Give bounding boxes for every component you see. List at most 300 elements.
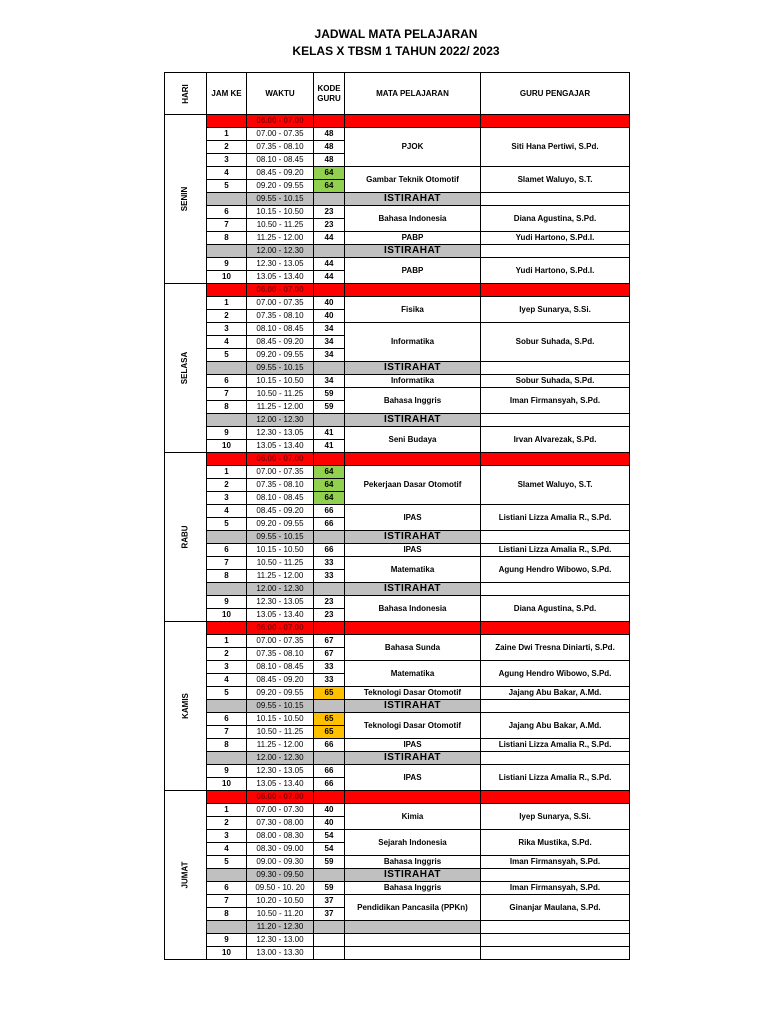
kode-guru-cell: 64 — [314, 180, 345, 193]
table-row — [165, 284, 630, 297]
kode-guru-cell: 41 — [314, 440, 345, 453]
waktu-cell: 06.00 - 07.00 — [247, 115, 314, 128]
jam-ke-cell: 2 — [207, 648, 247, 661]
waktu-cell: 13.05 - 13.40 — [247, 609, 314, 622]
waktu-cell: 10.15 - 10.50 — [247, 375, 314, 388]
guru-pengajar-cell — [481, 934, 630, 947]
guru-pengajar-cell: Ginanjar Maulana, S.Pd. — [481, 895, 630, 921]
jam-ke-cell: 3 — [207, 154, 247, 167]
kode-guru-cell — [314, 869, 345, 882]
waktu-cell: 11.25 - 12.00 — [247, 570, 314, 583]
kode-guru-cell: 64 — [314, 492, 345, 505]
jam-ke-cell: 4 — [207, 843, 247, 856]
waktu-cell: 08.10 - 08.45 — [247, 154, 314, 167]
day-label: KAMIS — [165, 622, 207, 791]
jam-ke-cell: 1 — [207, 804, 247, 817]
waktu-cell: 11.20 - 12.30 — [247, 921, 314, 934]
table-row — [165, 167, 630, 180]
waktu-cell: 10.20 - 10.50 — [247, 895, 314, 908]
table-row — [165, 830, 630, 843]
guru-pengajar-cell: Sobur Suhada, S.Pd. — [481, 375, 630, 388]
mata-pelajaran-cell — [345, 622, 481, 635]
jam-ke-cell — [207, 453, 247, 466]
kode-guru-cell: 34 — [314, 323, 345, 336]
waktu-cell: 12.00 - 12.30 — [247, 752, 314, 765]
mata-pelajaran-cell: IPAS — [345, 544, 481, 557]
jam-ke-cell: 5 — [207, 518, 247, 531]
waktu-cell: 06.00 - 07.00 — [247, 453, 314, 466]
table-row — [165, 414, 630, 427]
kode-guru-cell: 59 — [314, 882, 345, 895]
istirahat-label: ISTIRAHAT — [345, 193, 481, 206]
jam-ke-cell: 3 — [207, 661, 247, 674]
header-waktu: WAKTU — [247, 73, 314, 115]
jam-ke-cell — [207, 414, 247, 427]
istirahat-label: ISTIRAHAT — [345, 414, 481, 427]
kode-guru-cell: 65 — [314, 687, 345, 700]
mata-pelajaran-cell: Kimia — [345, 804, 481, 830]
table-row — [165, 765, 630, 778]
jam-ke-cell — [207, 752, 247, 765]
waktu-cell: 09.20 - 09.55 — [247, 180, 314, 193]
kode-guru-cell — [314, 531, 345, 544]
table-row — [165, 375, 630, 388]
kode-guru-cell — [314, 934, 345, 947]
schedule-table — [164, 72, 630, 960]
waktu-cell: 13.00 - 13.30 — [247, 947, 314, 960]
jam-ke-cell: 3 — [207, 492, 247, 505]
jam-ke-cell: 7 — [207, 557, 247, 570]
kode-guru-cell: 44 — [314, 232, 345, 245]
jam-ke-cell: 8 — [207, 739, 247, 752]
table-row — [165, 713, 630, 726]
kode-guru-cell: 41 — [314, 427, 345, 440]
mata-pelajaran-cell: Pendidikan Pancasila (PPKn) — [345, 895, 481, 921]
guru-pengajar-cell — [481, 362, 630, 375]
table-row — [165, 544, 630, 557]
jam-ke-cell: 1 — [207, 635, 247, 648]
mata-pelajaran-cell: Sejarah Indonesia — [345, 830, 481, 856]
waktu-cell: 12.30 - 13.05 — [247, 258, 314, 271]
waktu-cell: 07.35 - 08.10 — [247, 648, 314, 661]
guru-pengajar-cell: Listiani Lizza Amalia R., S.Pd. — [481, 505, 630, 531]
table-row — [165, 531, 630, 544]
kode-guru-cell: 37 — [314, 895, 345, 908]
guru-pengajar-cell: Diana Agustina, S.Pd. — [481, 596, 630, 622]
kode-guru-cell: 48 — [314, 141, 345, 154]
mata-pelajaran-cell: Bahasa Inggris — [345, 882, 481, 895]
jam-ke-cell: 10 — [207, 947, 247, 960]
waktu-cell: 11.25 - 12.00 — [247, 401, 314, 414]
kode-guru-cell: 54 — [314, 843, 345, 856]
kode-guru-cell: 48 — [314, 154, 345, 167]
kode-guru-cell — [314, 791, 345, 804]
jam-ke-cell — [207, 921, 247, 934]
kode-guru-cell — [314, 583, 345, 596]
waktu-cell: 08.45 - 09.20 — [247, 674, 314, 687]
waktu-cell: 09.20 - 09.55 — [247, 518, 314, 531]
kode-guru-cell — [314, 453, 345, 466]
istirahat-label: ISTIRAHAT — [345, 245, 481, 258]
jam-ke-cell: 3 — [207, 830, 247, 843]
jam-ke-cell: 8 — [207, 570, 247, 583]
mata-pelajaran-cell — [345, 947, 481, 960]
waktu-cell: 13.05 - 13.40 — [247, 271, 314, 284]
jam-ke-cell: 5 — [207, 349, 247, 362]
mata-pelajaran-cell: Matematika — [345, 557, 481, 583]
table-row — [165, 388, 630, 401]
mata-pelajaran-cell: Bahasa Indonesia — [345, 206, 481, 232]
kode-guru-cell: 40 — [314, 804, 345, 817]
mata-pelajaran-cell: Teknologi Dasar Otomotif — [345, 687, 481, 700]
kode-guru-cell: 34 — [314, 336, 345, 349]
table-row — [165, 622, 630, 635]
table-row — [165, 466, 630, 479]
kode-guru-cell: 23 — [314, 596, 345, 609]
guru-pengajar-cell — [481, 700, 630, 713]
mata-pelajaran-cell: PABP — [345, 258, 481, 284]
jam-ke-cell: 3 — [207, 323, 247, 336]
waktu-cell: 07.00 - 07.30 — [247, 804, 314, 817]
waktu-cell: 12.30 - 13.05 — [247, 427, 314, 440]
jam-ke-cell: 9 — [207, 427, 247, 440]
jam-ke-cell: 2 — [207, 141, 247, 154]
jam-ke-cell — [207, 362, 247, 375]
waktu-cell: 09.55 - 10.15 — [247, 531, 314, 544]
istirahat-label: ISTIRAHAT — [345, 531, 481, 544]
jam-ke-cell: 6 — [207, 206, 247, 219]
table-row — [165, 804, 630, 817]
guru-pengajar-cell — [481, 531, 630, 544]
table-row — [165, 453, 630, 466]
kode-guru-cell: 44 — [314, 258, 345, 271]
guru-pengajar-cell: Jajang Abu Bakar, A.Md. — [481, 687, 630, 700]
kode-guru-cell: 59 — [314, 388, 345, 401]
waktu-cell: 06.00 - 07.00 — [247, 284, 314, 297]
header-kode-guru: KODE GURU — [314, 73, 345, 115]
jam-ke-cell: 4 — [207, 167, 247, 180]
table-row — [165, 947, 630, 960]
waktu-cell: 09.00 - 09.30 — [247, 856, 314, 869]
table-row — [165, 115, 630, 128]
jam-ke-cell: 9 — [207, 765, 247, 778]
kode-guru-cell: 66 — [314, 778, 345, 791]
waktu-cell: 12.00 - 12.30 — [247, 414, 314, 427]
kode-guru-cell: 33 — [314, 557, 345, 570]
guru-pengajar-cell: Sobur Suhada, S.Pd. — [481, 323, 630, 362]
table-row — [165, 557, 630, 570]
waktu-cell: 12.00 - 12.30 — [247, 245, 314, 258]
kode-guru-cell: 44 — [314, 271, 345, 284]
mata-pelajaran-cell: Informatika — [345, 323, 481, 362]
kode-guru-cell: 40 — [314, 297, 345, 310]
mata-pelajaran-cell — [345, 115, 481, 128]
mata-pelajaran-cell: Bahasa Indonesia — [345, 596, 481, 622]
waktu-cell: 10.50 - 11.25 — [247, 219, 314, 232]
kode-guru-cell: 66 — [314, 739, 345, 752]
guru-pengajar-cell: Yudi Hartono, S.Pd.I. — [481, 232, 630, 245]
guru-pengajar-cell: Listiani Lizza Amalia R., S.Pd. — [481, 765, 630, 791]
table-row — [165, 661, 630, 674]
kode-guru-cell — [314, 700, 345, 713]
table-row — [165, 895, 630, 908]
header-mata-pelajaran: MATA PELAJARAN — [345, 73, 481, 115]
waktu-cell: 08.45 - 09.20 — [247, 167, 314, 180]
table-row — [165, 739, 630, 752]
mata-pelajaran-cell: Seni Budaya — [345, 427, 481, 453]
guru-pengajar-cell — [481, 115, 630, 128]
kode-guru-cell: 40 — [314, 310, 345, 323]
guru-pengajar-cell: Siti Hana Pertiwi, S.Pd. — [481, 128, 630, 167]
jam-ke-cell: 6 — [207, 544, 247, 557]
jam-ke-cell: 10 — [207, 778, 247, 791]
mata-pelajaran-cell: IPAS — [345, 765, 481, 791]
mata-pelajaran-cell — [345, 934, 481, 947]
mata-pelajaran-cell — [345, 791, 481, 804]
kode-guru-cell: 54 — [314, 830, 345, 843]
guru-pengajar-cell — [481, 622, 630, 635]
guru-pengajar-cell — [481, 791, 630, 804]
kode-guru-cell: 23 — [314, 609, 345, 622]
guru-pengajar-cell: Yudi Hartono, S.Pd.I. — [481, 258, 630, 284]
guru-pengajar-cell — [481, 583, 630, 596]
kode-guru-cell: 59 — [314, 401, 345, 414]
jam-ke-cell: 2 — [207, 817, 247, 830]
guru-pengajar-cell — [481, 947, 630, 960]
waktu-cell: 10.50 - 11.25 — [247, 388, 314, 401]
jam-ke-cell: 10 — [207, 609, 247, 622]
jam-ke-cell: 6 — [207, 882, 247, 895]
table-row — [165, 505, 630, 518]
day-label: JUMAT — [165, 791, 207, 960]
waktu-cell: 07.30 - 08.00 — [247, 817, 314, 830]
waktu-cell: 11.25 - 12.00 — [247, 739, 314, 752]
waktu-cell: 07.00 - 07.35 — [247, 128, 314, 141]
guru-pengajar-cell — [481, 752, 630, 765]
jam-ke-cell — [207, 791, 247, 804]
guru-pengajar-cell — [481, 869, 630, 882]
kode-guru-cell: 33 — [314, 674, 345, 687]
table-row — [165, 869, 630, 882]
header-guru-pengajar: GURU PENGAJAR — [481, 73, 630, 115]
jam-ke-cell — [207, 115, 247, 128]
kode-guru-cell — [314, 414, 345, 427]
header-hari: HARI — [165, 73, 207, 115]
guru-pengajar-cell — [481, 414, 630, 427]
waktu-cell: 09.30 - 09.50 — [247, 869, 314, 882]
waktu-cell: 06.00 - 07.00 — [247, 791, 314, 804]
table-row — [165, 921, 630, 934]
jam-ke-cell: 1 — [207, 466, 247, 479]
table-row — [165, 635, 630, 648]
day-label: SENIN — [165, 115, 207, 284]
table-row — [165, 752, 630, 765]
kode-guru-cell: 33 — [314, 570, 345, 583]
waktu-cell: 09.20 - 09.55 — [247, 349, 314, 362]
jam-ke-cell: 9 — [207, 258, 247, 271]
waktu-cell: 10.15 - 10.50 — [247, 206, 314, 219]
jam-ke-cell: 8 — [207, 232, 247, 245]
jam-ke-cell: 5 — [207, 687, 247, 700]
jam-ke-cell: 4 — [207, 674, 247, 687]
table-row — [165, 362, 630, 375]
waktu-cell: 09.55 - 10.15 — [247, 193, 314, 206]
kode-guru-cell: 64 — [314, 466, 345, 479]
mata-pelajaran-cell: Matematika — [345, 661, 481, 687]
table-row — [165, 583, 630, 596]
kode-guru-cell — [314, 284, 345, 297]
day-label: SELASA — [165, 284, 207, 453]
kode-guru-cell — [314, 115, 345, 128]
guru-pengajar-cell: Rika Mustika, S.Pd. — [481, 830, 630, 856]
jam-ke-cell: 7 — [207, 388, 247, 401]
kode-guru-cell: 37 — [314, 908, 345, 921]
kode-guru-cell: 66 — [314, 518, 345, 531]
schedule-subtitle: KELAS X TBSM 1 TAHUN 2022/ 2023 — [292, 44, 500, 58]
mata-pelajaran-cell: Pekerjaan Dasar Otomotif — [345, 466, 481, 505]
waktu-cell: 07.00 - 07.35 — [247, 466, 314, 479]
waktu-cell: 13.05 - 13.40 — [247, 778, 314, 791]
guru-pengajar-cell — [481, 245, 630, 258]
header-jam-ke: JAM KE — [207, 73, 247, 115]
guru-pengajar-cell: Iman Firmansyah, S.Pd. — [481, 856, 630, 869]
guru-pengajar-cell: Diana Agustina, S.Pd. — [481, 206, 630, 232]
guru-pengajar-cell: Iyep Sunarya, S.Si. — [481, 804, 630, 830]
jam-ke-cell: 8 — [207, 401, 247, 414]
guru-pengajar-cell: Slamet Waluyo, S.T. — [481, 466, 630, 505]
mata-pelajaran-cell: Informatika — [345, 375, 481, 388]
kode-guru-cell — [314, 947, 345, 960]
guru-pengajar-cell — [481, 453, 630, 466]
waktu-cell: 07.00 - 07.35 — [247, 297, 314, 310]
kode-guru-cell — [314, 245, 345, 258]
waktu-cell: 07.00 - 07.35 — [247, 635, 314, 648]
table-row — [165, 128, 630, 141]
waktu-cell: 12.30 - 13.05 — [247, 596, 314, 609]
mata-pelajaran-cell: Bahasa Sunda — [345, 635, 481, 661]
mata-pelajaran-cell: Gambar Teknik Otomotif — [345, 167, 481, 193]
mata-pelajaran-cell: Bahasa Inggris — [345, 388, 481, 414]
header-row — [165, 73, 630, 115]
waktu-cell: 10.15 - 10.50 — [247, 544, 314, 557]
table-row — [165, 232, 630, 245]
guru-pengajar-cell: Jajang Abu Bakar, A.Md. — [481, 713, 630, 739]
waktu-cell: 10.50 - 11.20 — [247, 908, 314, 921]
waktu-cell: 08.10 - 08.45 — [247, 492, 314, 505]
jam-ke-cell: 4 — [207, 505, 247, 518]
jam-ke-cell: 6 — [207, 713, 247, 726]
guru-pengajar-cell: Agung Hendro Wibowo, S.Pd. — [481, 557, 630, 583]
mata-pelajaran-cell: IPAS — [345, 505, 481, 531]
istirahat-label — [345, 921, 481, 934]
jam-ke-cell — [207, 700, 247, 713]
jam-ke-cell: 5 — [207, 856, 247, 869]
kode-guru-cell — [314, 362, 345, 375]
istirahat-label: ISTIRAHAT — [345, 752, 481, 765]
jam-ke-cell: 9 — [207, 934, 247, 947]
day-label: RABU — [165, 453, 207, 622]
waktu-cell: 11.25 - 12.00 — [247, 232, 314, 245]
guru-pengajar-cell: Iyep Sunarya, S.Si. — [481, 297, 630, 323]
jam-ke-cell: 2 — [207, 310, 247, 323]
kode-guru-cell: 23 — [314, 206, 345, 219]
table-row — [165, 245, 630, 258]
guru-pengajar-cell: Listiani Lizza Amalia R., S.Pd. — [481, 544, 630, 557]
mata-pelajaran-cell: Fisika — [345, 297, 481, 323]
waktu-cell: 09.20 - 09.55 — [247, 687, 314, 700]
mata-pelajaran-cell — [345, 284, 481, 297]
mata-pelajaran-cell: Bahasa Inggris — [345, 856, 481, 869]
table-row — [165, 258, 630, 271]
jam-ke-cell: 10 — [207, 271, 247, 284]
kode-guru-cell: 34 — [314, 349, 345, 362]
waktu-cell: 09.50 - 10. 20 — [247, 882, 314, 895]
table-row — [165, 596, 630, 609]
table-row — [165, 700, 630, 713]
kode-guru-cell: 40 — [314, 817, 345, 830]
waktu-cell: 12.30 - 13.05 — [247, 765, 314, 778]
jam-ke-cell — [207, 193, 247, 206]
waktu-cell: 07.35 - 08.10 — [247, 479, 314, 492]
waktu-cell: 12.00 - 12.30 — [247, 583, 314, 596]
table-row — [165, 791, 630, 804]
jam-ke-cell: 6 — [207, 375, 247, 388]
istirahat-label: ISTIRAHAT — [345, 869, 481, 882]
jam-ke-cell: 7 — [207, 895, 247, 908]
jam-ke-cell: 4 — [207, 336, 247, 349]
jam-ke-cell: 8 — [207, 908, 247, 921]
table-row — [165, 687, 630, 700]
waktu-cell: 07.35 - 08.10 — [247, 141, 314, 154]
waktu-cell: 08.00 - 08.30 — [247, 830, 314, 843]
jam-ke-cell: 2 — [207, 479, 247, 492]
guru-pengajar-cell — [481, 193, 630, 206]
waktu-cell: 08.30 - 09.00 — [247, 843, 314, 856]
kode-guru-cell: 23 — [314, 219, 345, 232]
waktu-cell: 08.10 - 08.45 — [247, 661, 314, 674]
waktu-cell: 08.10 - 08.45 — [247, 323, 314, 336]
jam-ke-cell — [207, 869, 247, 882]
jam-ke-cell: 5 — [207, 180, 247, 193]
guru-pengajar-cell: Iman Firmansyah, S.Pd. — [481, 388, 630, 414]
jam-ke-cell: 10 — [207, 440, 247, 453]
kode-guru-cell: 34 — [314, 375, 345, 388]
table-row — [165, 323, 630, 336]
mata-pelajaran-cell — [345, 453, 481, 466]
waktu-cell: 10.50 - 11.25 — [247, 726, 314, 739]
waktu-cell: 07.35 - 08.10 — [247, 310, 314, 323]
table-row — [165, 856, 630, 869]
guru-pengajar-cell — [481, 921, 630, 934]
kode-guru-cell: 66 — [314, 765, 345, 778]
kode-guru-cell: 48 — [314, 128, 345, 141]
guru-pengajar-cell: Agung Hendro Wibowo, S.Pd. — [481, 661, 630, 687]
kode-guru-cell: 64 — [314, 479, 345, 492]
waktu-cell: 10.15 - 10.50 — [247, 713, 314, 726]
kode-guru-cell — [314, 622, 345, 635]
table-row — [165, 934, 630, 947]
jam-ke-cell — [207, 245, 247, 258]
jam-ke-cell: 7 — [207, 726, 247, 739]
mata-pelajaran-cell: Teknologi Dasar Otomotif — [345, 713, 481, 739]
guru-pengajar-cell: Listiani Lizza Amalia R., S.Pd. — [481, 739, 630, 752]
istirahat-label: ISTIRAHAT — [345, 700, 481, 713]
jam-ke-cell: 7 — [207, 219, 247, 232]
jam-ke-cell — [207, 284, 247, 297]
kode-guru-cell: 67 — [314, 635, 345, 648]
kode-guru-cell: 65 — [314, 713, 345, 726]
guru-pengajar-cell — [481, 284, 630, 297]
